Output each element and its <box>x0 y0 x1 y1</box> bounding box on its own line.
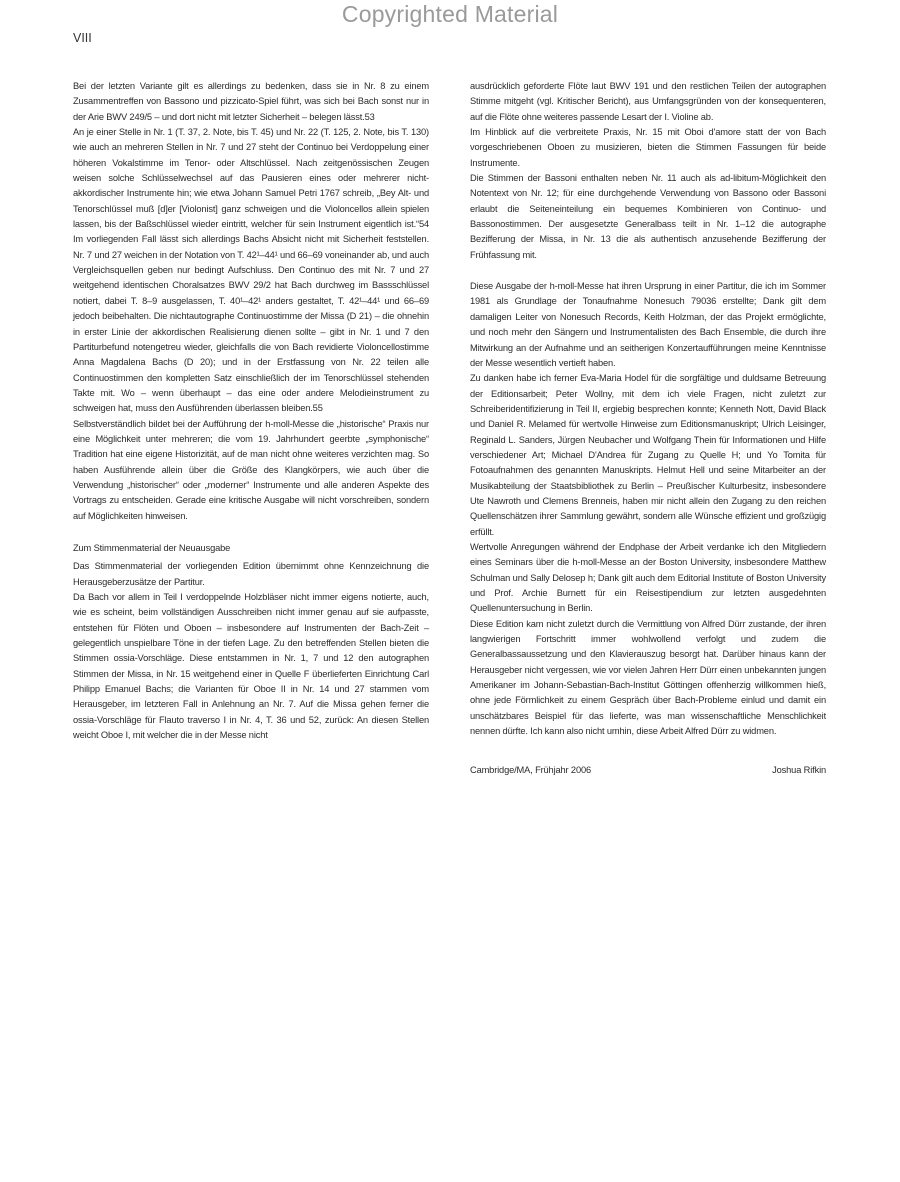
paragraph: ausdrücklich geforderte Flöte laut BWV 191 und den restlichen Teilen der autographen Stimme mitgeht (vgl. Kritischer Bericht), aus Umfangsgründen von der konsequenteren, auf die Flöte ohne weiteres passende Lesart der I. Violine ab. <box>470 81 826 122</box>
section-heading: Zum Stimmenmaterial der Neuausgabe <box>73 542 231 553</box>
paragraph: An je einer Stelle in Nr. 1 (T. 37, 2. Note, bis T. 45) und Nr. 22 (T. 125, 2. Note, bis T. 130) wie auch an mehreren Stellen in Nr. 7 und 27 steht der Continuo bei Verdoppelung einer höheren Vokalstimme im Tenor- oder Altschlüssel. Nach zeitgenössischen Zeugen weisen solche Schlüsselwechsel auf das Pausieren eines oder mehrerer nicht-akkordischer Instrumente hin; wie etwa Johann Samuel Petri 1767 schreib, „Bey Alt- und Tenorschlüssel muß [d]er [Violonist] ganz schweigen und die Violoncellos allein spielen lassen, bis der Baßschlüssel wieder eintritt, welcher für sein Instrument eigentlich ist.“54 Im vorliegenden Fall lässt sich allerdings Bachs Absicht nicht mit Sicherheit feststellen. Nr. 7 und 27 weichen in der Notation von T. 42¹–44¹ und 66–69 voneinander ab, und auch Vergleichsquellen geben nur bedingt Aufschluss. Den Continuo des mit Nr. 7 und 27 weitgehend identischen Choralsatzes BWV 29/2 hat Bach durchweg im Bassschlüssel notiert, dabei T. 8–9 ausgelassen, T. 40¹–42¹ anders gestaltet, T. 42¹–44¹ und 66–69 jedoch beibehalten. Die nichtautographe Continuostimme der Missa (D 21) – die ohnehin in erster Linie der akkordischen Realisierung dienen sollte – gibt in Nr. 1 und 7 den Partiturbefund notengetreu wieder, gleichfalls die von Bach revidierte Violoncellostimme Anna Magdalena Bachs (D 20); und in der Erstfassung von Nr. 22 teilen alle Continuostimmen den kompletten Satz einschließlich der im Tenorschlüssel stehenden Takte mit. Wo – wenn überhaupt – das eine oder andere Melodieinstrument zu schweigen hat, muss den Ausführenden überlassen bleiben.55 <box>73 127 429 414</box>
signoff <box>470 763 826 778</box>
paragraph: Die Stimmen der Bassoni enthalten neben Nr. 11 auch als ad-libitum-Möglichkeit den Notentext von Nr. 12; für eine durchgehende Verwendung von Bassono oder Bassoni erlaubt die Seiteneinteilung ein bequemes Kombinieren von Continuo- und Bassonostimmen. Der ausgesetzte Generalbass teilt in Nr. 1–12 die autographe Bezifferung der Missa, in Nr. 13 die als authentisch anzusehende Bezifferung der Frühfassung mit. <box>470 173 826 260</box>
paragraph: Diese Ausgabe der h-moll-Messe hat ihren Ursprung in einer Partitur, die ich im Sommer 1981 als Grundlage der Tonaufnahme Nonesuch 79036 erstellte; Dank gilt dem damaligen Leiter von Nonesuch Records, Keith Holzman, der das Projekt ermöglichte, und noch mehr den Sängern und Instrumentalisten des Bach Ensemble, die durch ihre Mitwirkung an der Aufnahme und an seitherigen Konzertaufführungen meine Kenntnisse der Messe wesentlich vertieft haben. <box>470 281 826 368</box>
paragraph: Bei der letzten Variante gilt es allerdings zu bedenken, dass sie in Nr. 8 zu einem Zusammentreffen von Bassono und pizzicato-Spiel führt, was sich bei Bach sonst nur in der Arie BWV 249/5 – und dort nicht mit letzter Sicherheit – belegen lässt.53 <box>73 81 429 122</box>
copyright-watermark: Copyrighted Material <box>341 1 559 27</box>
paragraph: Selbstverständlich bildet bei der Aufführung der h-moll-Messe die „historische“ Praxis nur eine Möglichkeit unter mehreren; die vom 19. Jahrhundert geerbte „symphonische“ Tradition hat eine eigene Historizität, auf de man nicht ohne weiteres verzichten mag. So haben Ausführende allein über die Größe des Klangkörpers, wie auch über die Verwendung „historischer“ oder „moderner“ Instrumente und alle anderen Aspekte des Vortrags zu entscheiden. Gerade eine kritische Ausgabe will nicht vorschreiben, sondern auf Möglichkeiten hinweisen. <box>73 418 429 521</box>
paragraph: Zu danken habe ich ferner Eva-Maria Hodel für die sorgfältige und duldsame Betreuung der Editionsarbeit; Peter Wollny, mit dem ich viele Fragen, nicht zuletzt zur Schreiberidentifizierung in Teil II, ergiebig besprechen konnte; Kenneth Nott, David Black und Daniel R. Melamed für wertvolle Hinweise zum Editionsmanuskript; Ulrich Leisinger, Reginald L. Sanders, Jürgen Neubacher und Wolfgang Thein für Informationen und Hilfe verschiedener Art; Michael D'Andrea für Zugang zu Quelle H; und Yo Tomita für Fotoaufnahmen des genannten Manuskripts. Helmut Hell und seine Mitarbeiter an der Musikabteilung der Staatsbibliothek zu Berlin – Preußischer Kulturbesitz, insbesondere Ute Nawroth und Clemens Brenneis, haben mir nicht allein den Zugang zu den reichen Quellenschätzen ihrer Sammlung gewährt, sondern alle Wünsche effizient und großzügig erfüllt. <box>470 373 826 537</box>
paragraph: Diese Edition kam nicht zuletzt durch die Vermittlung von Alfred Dürr zustande, der ihren langwierigen Fortschritt immer wohlwollend verfolgt und zudem die Generalbassaussetzung und den Klavierauszug besorgt hat. Darüber hinaus kann der Herausgeber nicht vergessen, wie vor vielen Jahren Herr Dürr einen unbekannten jungen Amerikaner im Johann-Sebastian-Bach-Institut Göttingen offenherzig willkommen hieß, ohne jede Förmlichkeit zu einem Gespräch über Bach-Probleme einlud und damit ein unschätzbares Beispiel für das lieferte, was man wissenschaftliche Menschlichkeit nennen dürfte. Ich kann also nicht umhin, diese Arbeit Alfred Dürr zu widmen. <box>470 618 826 737</box>
right-column <box>470 79 826 779</box>
paragraph: Das Stimmenmaterial der vorliegenden Edition übernimmt ohne Kennzeichnung die Herausgeberzusätze der Partitur. <box>73 561 429 587</box>
left-column <box>73 79 429 743</box>
page-number: VIII <box>73 31 92 45</box>
paragraph: Im Hinblick auf die verbreitete Praxis, Nr. 15 mit Oboi d'amore statt der von Bach vorgeschriebenen Oboen zu musizieren, bieten die Stimmen Fassungen für beide Instrumente. <box>470 127 826 168</box>
paragraph: Wertvolle Anregungen während der Endphase der Arbeit verdanke ich den Mitgliedern eines Seminars über die h-moll-Messe an der Boston University, insbesondere Matthew Schulman und Sally Delosep h; Dank gilt auch dem Editorial Institute of Boston University und Prof. Archie Burnett für ein Reisestipendium zur letzten ausgedehnten Quellenuntersuchung in Berlin. <box>470 541 826 614</box>
place-date: Cambridge/MA, Frühjahr 2006 <box>470 765 591 776</box>
author-name: Joshua Rifkin <box>772 765 826 776</box>
paragraph: Da Bach vor allem in Teil I verdoppelnde Holzbläser nicht immer eigens notierte, auch, wie es scheint, beim vollständigen Ausschreiben nicht immer genau auf sie aufpasste, entstehen für Flöten und Oboen – insbesondere auf Instrumenten der Bach-Zeit – gelegentlich unspielbare Töne in der tiefen Lage. Zu den betreffenden Stellen bieten die Stimmen ossia-Vorschläge. Diese entstammen in Nr. 1, 7 und 12 den autographen Stimmen der Missa, in Nr. 15 weitgehend einer in Quelle F überlieferten Einrichtung Carl Philipp Emanuel Bachs; die Varianten für Oboe II in Nr. 14 und 27 stammen vom Herausgeber, im letzteren Fall in Anlehnung an Nr. 7. Auf die Missa gehen ferner die ossia-Vorschläge für Flauto traverso I in Nr. 4, T. 36 und 52, zurück: An diesen Stellen weicht Oboe I, mit welcher die in der Messe nicht <box>73 592 429 741</box>
